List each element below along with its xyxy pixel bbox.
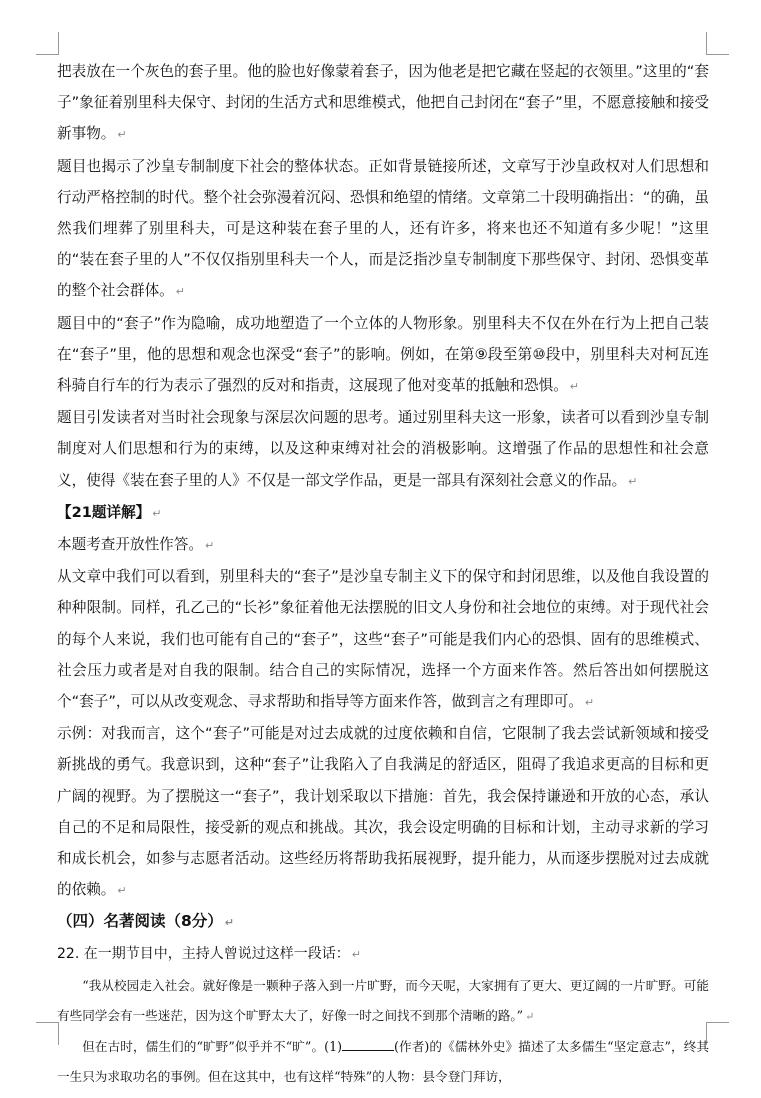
paragraph-mark-icon: ↵ [175,285,185,299]
quote-paragraph: “我从校园走入社会。就好像是一颗种子落入到一片旷野，而今天呢，大家拥有了更大、更辽阔的一片旷野。可能有些同学会有一些迷茫，因为这个旷野太大了，好像一时之间找不到那个清晰的路。” ↵ [57,978,709,1024]
paragraph-mark-icon: ↵ [117,128,127,142]
quote-paragraph: 但在古时，儒生们的“旷野”似乎并不“旷”。(1) (作者)的《儒林外史》描述了太多儒生“坚定意志”，终其一生只为求取功名的事例。但在这其中，也有这样“特殊”的人物：县令登门拜访， [57,1039,709,1085]
page-corner-mark-bottom-right [706,1022,729,1045]
paragraph: 本题考查开放性作答。 ↵ [57,536,215,554]
paragraph-mark-icon: ↵ [152,506,162,520]
paragraph: 题目中的“套子”作为隐喻，成功地塑造了一个立体的人物形象。别里科夫不仅在外在行为上把自己装在“套子”里，他的思想和观念也深受“套子”的影响。例如，在第⑨段至第⑩段中，别里科夫对柯瓦连科骑自行车的行为表示了强烈的反对和指责，这展现了他对变革的抵触和恐惧。 ↵ [57,314,709,395]
paragraph-mark-icon: ↵ [117,884,127,898]
paragraph-mark-icon: ↵ [569,380,580,394]
paragraph: 把表放在一个灰色的套子里。他的脸也好像蒙着套子，因为他老是把它藏在竖起的衣领里。”这里的“套子”象征着别里科夫保守、封闭的生活方式和思维模式，他把自己封闭在“套子”里，不愿意接触和接受新事物。 ↵ [57,63,709,143]
paragraph: 题目也揭示了沙皇专制制度下社会的整体状态。正如背景链接所述，文章写于沙皇政权对人们思想和行动严格控制的时代。整个社会弥漫着沉闷、恐惧和绝望的情绪。文章第二十段明确指出：“的确，虽然我们埋葬了别里科夫，可是这种装在套子里的人，还有许多，将来也还不知道有多少呢！”这里的“装在套子里的人”不仅仅指别里科夫一个人，而是泛指沙皇专制制度下那些保守、封闭、恐惧变革的整个社会群体。 ↵ [57,157,709,300]
document-body [57,56,709,1092]
fill-in-blank[interactable] [342,1038,394,1051]
page-corner-mark-top-left [36,32,59,55]
paragraph-mark-icon: ↵ [224,916,235,930]
paragraph: 题目引发读者对当时社会现象与深层次问题的思考。通过别里科夫这一形象，读者可以看到沙皇专制制度对人们思想和行为的束缚，以及这种束缚对社会的消极影响。这增强了作品的思想性和社会意义，使得《装在套子里的人》不仅是一部文学作品，更是一部具有深刻社会意义的作品。 ↵ [57,409,709,489]
paragraph: 从文章中我们可以看到，别里科夫的“套子”是沙皇专制主义下的保守和封闭思维，以及他自我设置的种种限制。同样，孔乙己的“长衫”象征着他无法摆脱的旧文人身份和社会地位的束缚。对于现代社会的每个人来说，我们也可能有自己的“套子”，这些“套子”可能是我们内心的恐惧、固有的思维模式、社会压力或者是对自我的限制。结合自己的实际情况，选择一个方面来作答。然后答出如何摆脱这个“套子”，可以从改变观念、寻求帮助和指导等方面来作答，做到言之有理即可。 ↵ [57,568,709,711]
paragraph-mark-icon: ↵ [204,539,215,553]
paragraph-mark-icon: ↵ [584,696,595,710]
paragraph-mark-icon: ↵ [525,1010,535,1024]
section-heading: （四）名著阅读（8分） ↵ [57,912,235,931]
question-stem: 22. 在一期节目中，主持人曾说过这样一段话： ↵ [57,946,361,963]
answer-heading: 【21题详解】 ↵ [57,503,162,521]
page-corner-mark-top-right [706,32,729,55]
paragraph-mark-icon: ↵ [628,474,638,488]
paragraph-mark-icon: ↵ [351,948,361,962]
paragraph: 示例：对我而言，这个“套子”可能是对过去成就的过度依赖和自信，它限制了我去尝试新领域和接受新挑战的勇气。我意识到，这种“套子”让我陷入了自我满足的舒适区，阻碍了我追求更高的目标和更广阔的视野。为了摆脱这一“套子”，我计划采取以下措施：首先，我会保持谦逊和开放的心态，承认自己的不足和局限性，接受新的观点和挑战。其次，我会设定明确的目标和计划，主动寻求新的学习和成长机会，如参与志愿者活动。这些经历将帮助我拓展视野，提升能力，从而逐步摆脱对过去成就的依赖。 ↵ [57,725,709,899]
page-corner-mark-bottom-left [36,1022,59,1045]
